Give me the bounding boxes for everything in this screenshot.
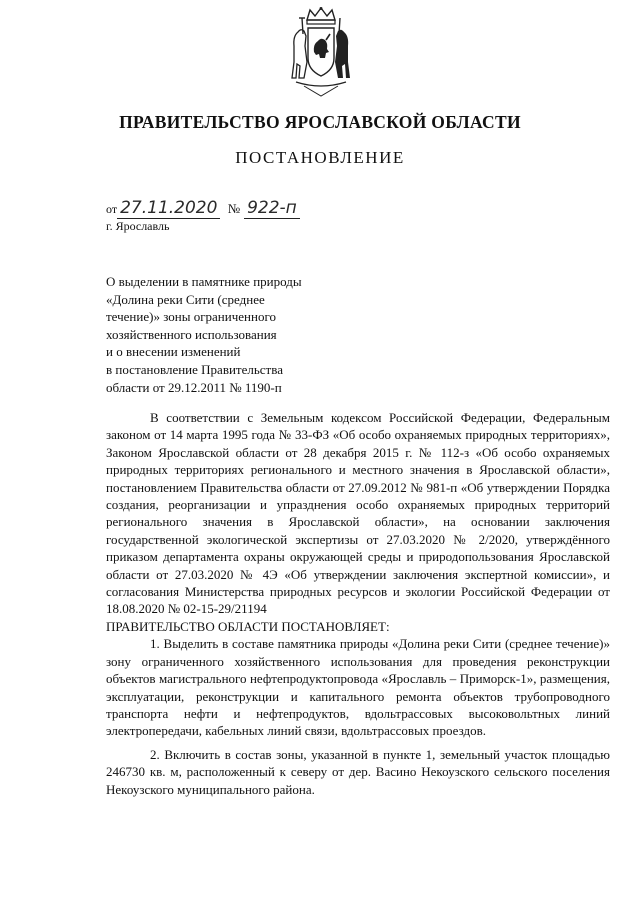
subject-line: О выделении в памятнике природы [106,274,302,289]
resolves-heading: ПРАВИТЕЛЬСТВО ОБЛАСТИ ПОСТАНОВЛЯЕТ: [106,618,390,634]
document-body [106,409,610,798]
number-sign: № [227,201,241,216]
subject-line: в постановление Правительства [106,361,283,377]
clause-1-paragraph: 1. Выделить в составе памятника природы «Долина реки Сити (среднее течение)» зону ограниченного хозяйственного использования для проведения реконструкции объектов магистрального нефтепродуктопровода «Ярославль – Приморск-1», размещения, эксплуатации, реконструкции и капитального ремонта объектов трубопроводного транспорта нефти и нефтепродуктов, вдольтрассовых высоковольтных линий электропередачи, кабельных линий связи, вдольтрассовых проездов. [106,636,610,739]
date-prefix: от [106,202,118,216]
number-value: 922-п [244,198,300,219]
government-title: ПРАВИТЕЛЬСТВО ЯРОСЛАВСКОЙ ОБЛАСТИ [119,112,521,132]
preamble-paragraph: В соответствии с Земельным кодексом Российской Федерации, Федеральным законом от 14 марта 1995 года № 33-ФЗ «Об особо охраняемых природных территориях», Законом Ярославской области от 28 декабря 2015 г. № 112-з «Об особо охраняемых природных территориях регионального и местного значения в Ярославской области», постановлением Правительства области от 27.09.2012 № 981-п «Об утверждении Порядка создания, реорганизации и упразднения особо охраняемых природных территорий регионального значения в Ярославской области», на основании заключения государственной экологической экспертизы от 27.03.2020 № 2/2020, утверждённого приказом департамента охраны окружающей среды и природопользования Ярославской области от 27.03.2020 № 4Э «Об утверждении заключения экспертной комиссии», и согласования Министерства природных ресурсов и экологии Российской Федерации от 18.08.2020 № 02-15-29/21194 [106,410,610,617]
document-type: ПОСТАНОВЛЕНИЕ [235,148,405,167]
subject-line: «Долина реки Сити (среднее [106,291,265,307]
date-number-line [106,198,300,220]
date-value: 27.11.2020 [117,198,220,219]
subject-line: и о внесении изменений [106,344,241,360]
city-label: г. Ярославль [106,219,170,233]
subject-line: течение)» зоны ограниченного [106,309,276,325]
clause-2-paragraph: 2. Включить в состав зоны, указанной в пункте 1, земельный участок площадью 246730 кв. м, расположенный к северу от дер. Васино Некоузского сельского поселения Некоузского муниципального района. [106,746,610,797]
subject-block [106,273,406,396]
subject-line: хозяйственного использования [106,326,277,342]
coat-of-arms-icon [290,6,352,98]
subject-line: области от 29.12.2011 № 1190-п [106,379,282,395]
